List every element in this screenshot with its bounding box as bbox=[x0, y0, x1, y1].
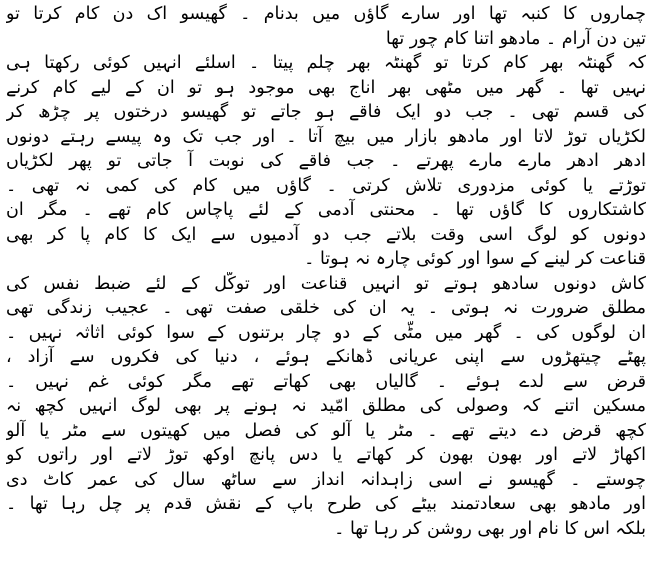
text-line: کچھ قرض دے دیتے تھے ۔ مٹر یا آلو کی فصل میں کھیتوں سے مٹر یا آلو bbox=[6, 420, 646, 441]
text-line: پھٹے چیتھڑوں سے اپنی عریانی ڈھانکے ہوئے ، دنیا کی فکروں سے آزاد ، bbox=[6, 347, 646, 367]
text-line: اور مادھو بھی سعادتمند بیٹے کی طرح باپ کے نقش قدم پر چل رہا تھا ۔ bbox=[6, 494, 646, 514]
text-line: کاش دونوں سادھو ہوتے تو انہیں قناعت اور توکّل کے لئے ضبط نفس کی bbox=[6, 273, 646, 294]
text-line: مطلق ضرورت نہ ہوتی ۔ یہ ان کی خلقی صفت تھی ۔ عجیب زندگی تھی bbox=[6, 298, 646, 318]
text-line: نہیں تھا ۔ گھر میں مٹھی بھر اناج بھی موجود ہو تو ان کے لیے کام کرنے bbox=[6, 77, 646, 98]
text-line: چوستے ۔ گھیسو نے اسی زاہدانہ انداز سے ساٹھ سال کی عمر کاٹ دی bbox=[6, 469, 646, 490]
text-line: کی قسم تھی ۔ جب دو ایک فاقے ہو جاتے تو گھیسو درختوں پر چڑھ کر bbox=[6, 102, 646, 122]
text-line: تین دن آرام ۔ مادھو اتنا کام چور تھا bbox=[385, 28, 646, 49]
text-line: کاشتکاروں کا گاؤں تھا ۔ محنتی آدمی کے لئے پاچاس کام تھے ۔ مگر ان bbox=[6, 200, 646, 220]
text-line: لکڑیاں توڑ لاتا اور مادھو بازار میں بیچ آتا ۔ اور جب تک وہ پیسے رہتے دونوں bbox=[6, 126, 646, 147]
text-line: کہ گھنٹہ بھر کام کرتا تو گھنٹہ بھر چلم پیتا ۔ اسلئے انہیں کوئی رکھتا ہی bbox=[6, 53, 646, 73]
paragraph-intro bbox=[6, 2, 646, 51]
paragraph-idleness bbox=[6, 51, 646, 272]
text-line: بلکہ اس کا نام اور بھی روشن کر رہا تھا ۔ bbox=[334, 518, 646, 539]
text-line: مسکین اتنے کہ وصولی کی مطلق امّید نہ ہونے پر بھی لوگ انہیں کچھ نہ bbox=[6, 396, 646, 416]
text-line: اکھاڑ لاتے اور بھون بھون کر کھاتے یا دس پانچ اوکھ توڑ لاتے اور راتوں کو bbox=[6, 445, 646, 465]
text-line: توڑتے یا کوئی مزدوری تلاش کرتی ۔ گاؤں میں کام کی کمی نہ تھی ۔ bbox=[6, 175, 646, 196]
paragraph-contentment bbox=[6, 272, 646, 542]
text-line: ان لوگوں کی ۔ گھر میں مٹّی کے دو چار برتنوں کے سوا کوئی اثاثہ نہیں ۔ bbox=[6, 322, 646, 343]
text-line: ادھر ادھر مارے مارے پھرتے ۔ جب فاقے کی نوبت آ جاتی تو پھر لکڑیاں bbox=[6, 151, 646, 171]
text-line: قناعت کر لینے کے سوا اور کوئی چارہ نہ ہوتا ۔ bbox=[304, 249, 646, 269]
text-line: چماروں کا کنبہ تھا اور سارے گاؤں میں بدنام ۔ گھیسو اک دن کام کرتا تو bbox=[6, 4, 646, 24]
text-line: دونوں کو لوگ اسی وقت بلاتے جب دو آدمیوں سے ایک کا کام پا کر بھی bbox=[6, 224, 646, 245]
text-line: قرض سے لدے ہوئے ۔ گالیاں بھی کھاتے تھے مگر کوئی غم نہیں ۔ bbox=[6, 371, 646, 392]
